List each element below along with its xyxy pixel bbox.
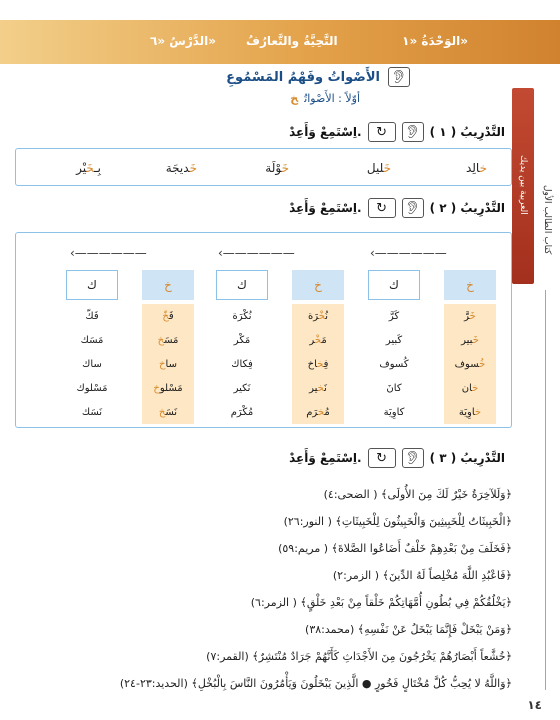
word-2: خَليل <box>366 161 391 175</box>
arrow-left-icon: ‹—————— <box>218 246 295 260</box>
list-item: نَخير <box>309 382 327 394</box>
col-body-3 <box>292 304 344 424</box>
col-body-2 <box>368 304 420 424</box>
word-1: خالِد <box>465 161 487 175</box>
col-head-2: ك <box>368 270 420 300</box>
col-body-1 <box>444 304 496 424</box>
verse-line: ﴿فَاعْبُدِ اللَّهَ مُخْلِصاً لَهُ الدِّينَ﴾ ( الزمر:٢) <box>332 569 512 582</box>
header-lesson: الدَّرْسُ «٦» <box>150 34 217 48</box>
list-item: ساك <box>82 358 102 370</box>
subsection-label: أوّلاً : الأَصْواتُ <box>304 92 360 105</box>
list-item: نَسَك <box>81 406 103 418</box>
arrow-left-icon: ‹—————— <box>370 246 447 260</box>
list-item: خاوِيَة <box>458 406 482 418</box>
repeat-icon[interactable]: ↻ <box>368 198 396 218</box>
list-item: نُخْرَة <box>307 310 329 322</box>
verse-line: ﴿فَخَلَفَ مِنْ بَعْدِهِمْ خَلْفٌ أَضَاعُوا الصَّلاةَ﴾ ( مريم:٥٩) <box>278 542 512 555</box>
col-body-4 <box>216 304 268 424</box>
side-book-label: كتاب الطالب الأول <box>542 185 552 255</box>
col-body-6 <box>66 304 118 424</box>
list-item: مُكْرَم <box>230 406 254 418</box>
header-bar <box>0 20 560 64</box>
verse-line: ﴿خُشَّعاً أَبْصَارُهُمْ يَخْرُجُونَ مِنَ الأَجْدَاثِ كَأَنَّهُمْ جَرَادٌ مُنْتَشِرٌ﴾ (القمر:٧) <box>206 650 512 663</box>
list-item: كانَ <box>386 382 402 394</box>
ear-icon[interactable]: 👂︎ <box>402 122 424 142</box>
exercise-3-label: التَّدْرِيبُ ( ٣ ) <box>429 451 505 465</box>
ear-icon[interactable]: 👂︎ <box>402 198 424 218</box>
col-head-1: خ <box>444 270 496 300</box>
ear-icon[interactable]: 👂︎ <box>402 448 424 468</box>
list-item: خُسوف <box>454 358 486 370</box>
verse-line: ﴿الْخَبِيثَاتُ لِلْخَبِيثِينَ وَالْخَبِيثُونَ لِلْخَبِيثَاتِ﴾ ( النور:٢٦) <box>283 515 512 528</box>
list-item: فَخّ <box>162 310 174 322</box>
exercise-2-instruction: اِسْتَمِعْ وَأَعِدْ. <box>289 201 362 215</box>
list-item: فِخاخ <box>307 358 329 370</box>
ear-icon: 👂︎ <box>388 67 410 87</box>
col-head-4: ك <box>216 270 268 300</box>
section-title <box>160 66 410 88</box>
list-item: مَسْلوخ <box>153 382 183 394</box>
header-unit: الوَحْدَةُ «١» <box>402 34 468 48</box>
exercise-1-header <box>270 120 505 144</box>
exercise-1-label: التَّدْرِيبُ ( ١ ) <box>429 125 505 139</box>
list-item: ساخ <box>159 358 177 370</box>
list-item: خَرَّ <box>464 310 476 322</box>
arrow-left-icon: ‹—————— <box>70 246 147 260</box>
list-item: خان <box>461 382 479 394</box>
exercise-2-label: التَّدْرِيبُ ( ٢ ) <box>429 201 505 215</box>
verse-line: ﴿يَخْلُقُكُمْ فِي بُطُونِ أُمَّهَاتِكُمْ خَلْقاً مِنْ بَعْدِ خَلْقٍ﴾ ( الزمر:٦) <box>250 596 512 609</box>
verse-line: ﴿وَاللَّهُ لا يُحِبُّ كُلَّ مُخْتَالٍ فَخُورٍ ● الَّذِينَ يَبْخَلُونَ وَيَأْمُرُونَ النَّاسَ بِالْبُخْلِ﴾ (الحديد:٢٣-٢٤) <box>119 677 512 690</box>
col-body-5 <box>142 304 194 424</box>
verse-line: ﴿وَمَنْ يَبْخَلْ فَإِنَّمَا يَبْخَلُ عَنْ نَفْسِهِ﴾ (محمد:٣٨) <box>305 623 512 636</box>
list-item: مَخْر <box>309 334 327 346</box>
col-head-5: خ <box>142 270 194 300</box>
exercise-2-header <box>270 196 505 220</box>
list-item: كاوِيَة <box>383 406 405 418</box>
list-item: مَكْر <box>233 334 251 346</box>
list-item: كُسوف <box>379 358 409 370</box>
exercise-3-instruction: اِسْتَمِعْ وَأَعِدْ. <box>289 451 362 465</box>
side-divider <box>545 290 546 690</box>
list-item: فَكّ <box>85 310 99 322</box>
verse-line: ﴿وَلَلآخِرَةُ خَيْرٌ لَكَ مِنَ الأُولَى﴾ ( الضحى:٤) <box>323 488 512 501</box>
section-title-text: الأَصْواتُ وفَهْمُ المَسْمُوعِ <box>226 69 380 85</box>
list-item: كَبير <box>385 334 403 346</box>
repeat-icon[interactable]: ↻ <box>368 448 396 468</box>
list-item: فِكاك <box>231 358 253 370</box>
col-head-3: خ <box>292 270 344 300</box>
side-series-label: العربية بين يديك <box>518 155 528 215</box>
list-item: نَسَخ <box>158 406 178 418</box>
list-item: خَبير <box>461 334 479 346</box>
word-3: خَوْلَة <box>265 161 289 175</box>
subsection-letter: خ <box>290 92 299 105</box>
list-item: مُخرَم <box>306 406 330 418</box>
list-item: مَسَك <box>80 334 104 346</box>
word-4: خَديجَة <box>165 161 197 175</box>
page-number: ١٤ <box>527 698 542 712</box>
word-5: بِـخَيْر <box>76 161 101 175</box>
list-item: نَكير <box>233 382 251 394</box>
exercise-1-instruction: اِسْتَمِعْ وَأَعِدْ. <box>289 125 362 139</box>
list-item: نُكْرَة <box>232 310 252 322</box>
subsection-title <box>220 92 360 105</box>
header-topic: التَّحِيَّةُ والتَّعارُفُ <box>246 34 338 48</box>
list-item: مَسَخ <box>157 334 179 346</box>
repeat-icon[interactable]: ↻ <box>368 122 396 142</box>
exercise-3-header <box>270 446 505 470</box>
list-item: مَسْلوك <box>76 382 108 394</box>
col-head-6: ك <box>66 270 118 300</box>
words-box <box>15 148 512 186</box>
list-item: كَرَّ <box>388 310 400 322</box>
